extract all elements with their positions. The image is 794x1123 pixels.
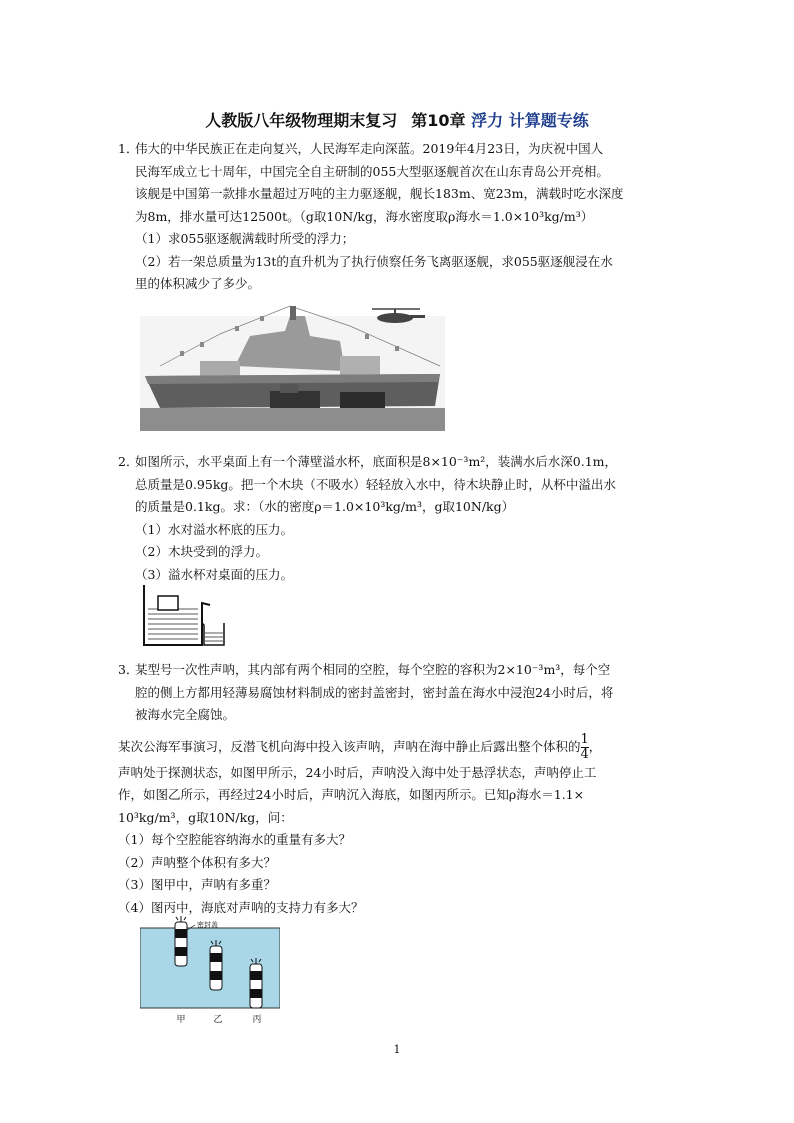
question-text-segment: 某次公海军事演习，反潜飞机向海中投入该声呐，声呐在海中静止后露出整个体积的: [118, 738, 581, 754]
title-part4: 计算题专练: [508, 111, 589, 130]
question-text-segment: ，: [588, 738, 602, 754]
page-number: 1: [393, 1043, 401, 1056]
question-text-line: 被海水完全腐蚀。: [135, 707, 236, 722]
sub-question: （4）图丙中，海底对声呐的支持力有多大？: [118, 899, 364, 915]
sub-question: （3）溢水杯对桌面的压力。: [135, 566, 293, 582]
question-text-line: [118, 733, 678, 762]
question-text-line: 为8m，排水量可达12500t。（g取10N/kg，海水密度取ρ海水＝1.0×10³kg/m³）: [135, 208, 594, 224]
fraction-denominator: 4: [580, 746, 589, 762]
question-3: [118, 659, 678, 919]
title-part3: 浮力: [471, 111, 504, 130]
question-number: 3．: [118, 662, 139, 677]
question-text-line: 该舰是中国第一款排水量超过万吨的主力驱逐舰，舰长183m、宽23m，满载时吃水深度: [135, 186, 624, 201]
question-text-line: 某型号一次性声呐，其内部有两个相同的空腔，每个空腔的容积为2×10⁻³m³，每个空: [135, 662, 611, 677]
sonar-bing: [250, 958, 262, 1008]
sonar-figure: [140, 914, 280, 1026]
question-text-line: 腔的侧上方都用轻薄易腐蚀材料制成的密封盖密封，密封盖在海水中浸泡24小时后，将: [135, 684, 614, 700]
question-text-line: 民海军成立七十周年，中国完全自主研制的055大型驱逐舰首次在山东青岛公开亮相。: [135, 163, 609, 179]
question-text-line: 10³kg/m³，g取10N/kg，问：: [118, 809, 293, 825]
sub-question: （2）声呐整个体积有多大？: [118, 854, 276, 870]
question-1: [118, 138, 678, 296]
question-2: [118, 451, 678, 586]
sonar-yi: [210, 940, 222, 990]
sub-question: （1）每个空腔能容纳海水的重量有多大？: [118, 832, 351, 847]
sub-question: （2）木块受到的浮力。: [135, 544, 268, 559]
title-part1: 人教版八年级物理期末复习: [205, 111, 398, 130]
caption-bing: 丙: [252, 1015, 262, 1025]
question-text-line: 声呐处于探测状态，如图甲所示，24小时后，声呐没入海中处于悬浮状态，声呐停止工: [118, 764, 597, 780]
question-text-line: 的质量是0.1kg。求：（水的密度ρ＝1.0×10³kg/m³，g取10N/kg）: [135, 499, 515, 514]
page-title: [0, 108, 794, 131]
caption-yi: 乙: [213, 1015, 223, 1025]
question-text-line: 总质量是0.95kg。把一个木块（不吸水）轻轻放入水中，待木块静止时，从杯中溢出水: [135, 476, 616, 492]
title-part2: 第10章: [411, 111, 466, 130]
question-number: 2．: [118, 454, 139, 469]
destroyer-photo: [140, 296, 445, 431]
fraction: [581, 733, 589, 762]
caption-jia: 甲: [176, 1015, 186, 1025]
question-text-line: 作，如图乙所示，再经过24小时后，声呐沉入海底，如图丙所示。已知ρ海水＝1.1×: [118, 787, 585, 802]
question-text-line: 伟大的中华民族正在走向复兴，人民海军走向深蓝。2019年4月23日，为庆祝中国人: [135, 141, 604, 156]
sub-question: （3）图甲中，声呐有多重？: [118, 877, 276, 892]
overflow-cup-figure: [140, 583, 230, 649]
question-text-line: 如图所示，水平桌面上有一个薄壁溢水杯，底面积是8×10⁻³m²，装满水后水深0.1m，: [135, 454, 618, 469]
question-number: 1．: [118, 141, 139, 156]
sub-question: （1）水对溢水杯底的压力。: [135, 521, 293, 537]
sub-question: （1）求055驱逐舰满载时所受的浮力；: [135, 231, 355, 246]
fraction-numerator: 1: [580, 731, 589, 747]
sub-question: 里的体积减少了多少。: [135, 276, 261, 291]
sub-question: （2）若一架总质量为13t的直升机为了执行侦察任务飞离驱逐舰，求055驱逐舰浸在水: [135, 253, 613, 269]
seal-cap-label: 密封盖: [197, 921, 218, 929]
